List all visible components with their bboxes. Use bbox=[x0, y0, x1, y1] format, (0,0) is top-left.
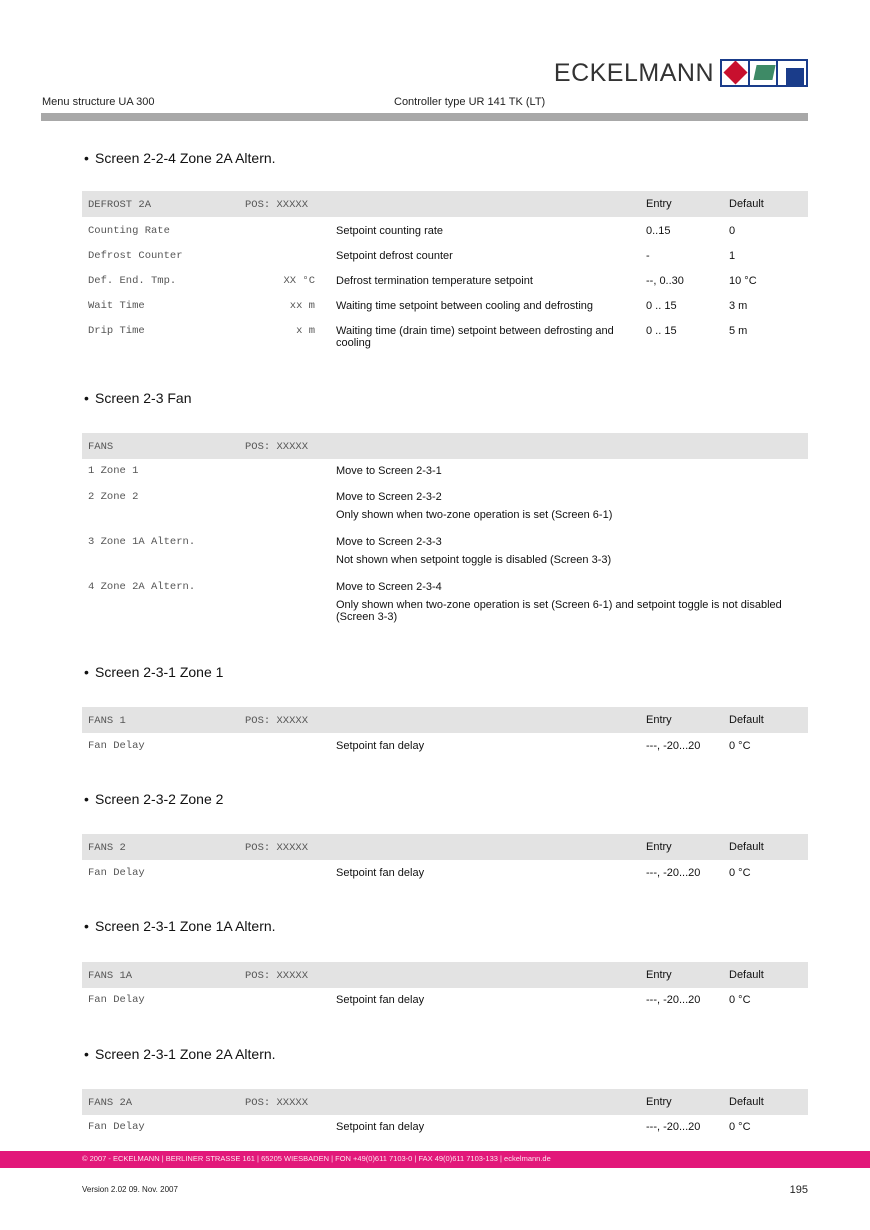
default-header: Default bbox=[729, 1096, 764, 1108]
section-title: • Screen 2-3-1 Zone 2A Altern. bbox=[84, 1046, 276, 1062]
param-name: Fan Delay bbox=[88, 867, 145, 879]
param-value: x m bbox=[296, 325, 315, 337]
default-header: Default bbox=[729, 198, 764, 210]
entry-header: Entry bbox=[646, 841, 672, 853]
param-default: 1 bbox=[729, 250, 736, 262]
screen-name: FANS 2A bbox=[88, 1097, 133, 1109]
param-name: Fan Delay bbox=[88, 1121, 145, 1133]
param-name: Drip Time bbox=[88, 325, 145, 337]
section-title: • Screen 2-3-2 Zone 2 bbox=[84, 791, 224, 807]
section-title: • Screen 2-2-4 Zone 2A Altern. bbox=[84, 150, 276, 166]
section-title: • Screen 2-3-1 Zone 1 bbox=[84, 664, 224, 680]
screen-name: FANS 1 bbox=[88, 715, 126, 727]
footer-bar bbox=[0, 1151, 870, 1168]
header-doc-title: Menu structure UA 300 bbox=[42, 96, 155, 108]
table-header bbox=[82, 1089, 808, 1115]
menu-note: Only shown when two-zone operation is set (Screen 6-1) bbox=[336, 509, 613, 521]
bullet-icon: • bbox=[84, 918, 89, 934]
bullet-icon: • bbox=[84, 390, 89, 406]
parameter-table bbox=[82, 962, 808, 1006]
logo-text: ECKELMANN bbox=[553, 58, 714, 87]
table-header bbox=[82, 433, 808, 459]
entry-header: Entry bbox=[646, 198, 672, 210]
table-header bbox=[82, 191, 808, 217]
entry-header: Entry bbox=[646, 969, 672, 981]
menu-item: 4 Zone 2A Altern. bbox=[88, 581, 196, 593]
menu-item: 1 Zone 1 bbox=[88, 465, 139, 477]
default-header: Default bbox=[729, 714, 764, 726]
footer-copyright: © 2007 - ECKELMANN | BERLINER STRASSE 161 | 65205 WIESBADEN | FON +49(0)611 7103-0 | FAX 49(0)611 7103-133 | eckelmann.de bbox=[82, 1154, 551, 1163]
param-name: Fan Delay bbox=[88, 740, 145, 752]
menu-note: Not shown when setpoint toggle is disabled (Screen 3-3) bbox=[336, 554, 612, 566]
screen-name: FANS 2 bbox=[88, 842, 126, 854]
section-title: • Screen 2-3-1 Zone 1A Altern. bbox=[84, 918, 276, 934]
logo-red-diamond-icon bbox=[722, 61, 750, 85]
param-entry: --, 0..30 bbox=[646, 275, 684, 287]
param-desc: Waiting time (drain time) setpoint between defrosting and cooling bbox=[336, 325, 614, 349]
parameter-table bbox=[82, 707, 808, 752]
pos-label: POS: XXXXX bbox=[245, 842, 309, 854]
pos-label: POS: XXXXX bbox=[245, 441, 309, 453]
pos-label: POS: XXXXX bbox=[245, 715, 309, 727]
eckelmann-logo bbox=[554, 58, 808, 88]
param-name: Wait Time bbox=[88, 300, 145, 312]
logo-green-parallelogram-icon bbox=[750, 61, 778, 85]
menu-desc: Move to Screen 2-3-4 bbox=[336, 581, 442, 593]
screen-name: FANS bbox=[88, 441, 114, 453]
param-desc: Setpoint defrost counter bbox=[336, 250, 453, 262]
param-default: 5 m bbox=[729, 325, 748, 337]
bullet-icon: • bbox=[84, 150, 89, 166]
param-default: 0 °C bbox=[729, 867, 751, 879]
param-value: XX °C bbox=[283, 275, 315, 287]
logo-squares-icon bbox=[720, 59, 808, 87]
menu-item: 3 Zone 1A Altern. bbox=[88, 536, 196, 548]
param-entry: 0 .. 15 bbox=[646, 300, 677, 312]
menu-desc: Move to Screen 2-3-3 bbox=[336, 536, 442, 548]
menu-desc: Move to Screen 2-3-1 bbox=[336, 465, 442, 477]
pos-label: POS: XXXXX bbox=[245, 199, 309, 211]
parameter-table bbox=[82, 1089, 808, 1133]
param-entry: ---, -20...20 bbox=[646, 740, 701, 752]
entry-header: Entry bbox=[646, 714, 672, 726]
param-entry: ---, -20...20 bbox=[646, 867, 701, 879]
param-desc: Defrost termination temperature setpoint bbox=[336, 275, 533, 287]
header-divider bbox=[41, 113, 808, 121]
table-header bbox=[82, 962, 808, 988]
table-header bbox=[82, 707, 808, 733]
bullet-icon: • bbox=[84, 791, 89, 807]
param-desc: Setpoint fan delay bbox=[336, 994, 425, 1006]
param-value: xx m bbox=[289, 300, 315, 312]
header-controller-type: Controller type UR 141 TK (LT) bbox=[394, 96, 546, 108]
param-default: 0 °C bbox=[729, 740, 751, 752]
param-desc: Waiting time setpoint between cooling and defrosting bbox=[336, 300, 594, 312]
param-desc: Setpoint counting rate bbox=[336, 225, 444, 237]
param-default: 10 °C bbox=[729, 275, 757, 287]
pos-label: POS: XXXXX bbox=[245, 1097, 309, 1109]
param-entry: ---, -20...20 bbox=[646, 994, 701, 1006]
param-default: 0 °C bbox=[729, 994, 751, 1006]
page-number: 195 bbox=[789, 1184, 808, 1196]
menu-item: 2 Zone 2 bbox=[88, 491, 139, 503]
param-name: Defrost Counter bbox=[88, 250, 183, 262]
bullet-icon: • bbox=[84, 1046, 89, 1062]
param-entry: - bbox=[646, 250, 650, 262]
menu-note: Only shown when two-zone operation is set (Screen 6-1) and setpoint toggle is not disabled (Screen 3-3) bbox=[336, 599, 782, 623]
bullet-icon: • bbox=[84, 664, 89, 680]
param-name: Counting Rate bbox=[88, 225, 170, 237]
logo-blue-square-icon bbox=[778, 61, 806, 85]
section-title: • Screen 2-3 Fan bbox=[84, 390, 192, 406]
parameter-table bbox=[82, 834, 808, 879]
param-default: 3 m bbox=[729, 300, 748, 312]
param-desc: Setpoint fan delay bbox=[336, 740, 425, 752]
param-desc: Setpoint fan delay bbox=[336, 1121, 425, 1133]
param-default: 0 °C bbox=[729, 1121, 751, 1133]
screen-name: DEFROST 2A bbox=[88, 199, 152, 211]
parameter-table bbox=[82, 191, 808, 349]
param-desc: Setpoint fan delay bbox=[336, 867, 425, 879]
param-entry: 0 .. 15 bbox=[646, 325, 677, 337]
default-header: Default bbox=[729, 841, 764, 853]
pos-label: POS: XXXXX bbox=[245, 970, 309, 982]
param-name: Def. End. Tmp. bbox=[88, 275, 177, 287]
param-entry: ---, -20...20 bbox=[646, 1121, 701, 1133]
table-header bbox=[82, 834, 808, 860]
entry-header: Entry bbox=[646, 1096, 672, 1108]
screen-name: FANS 1A bbox=[88, 970, 133, 982]
menu-desc: Move to Screen 2-3-2 bbox=[336, 491, 442, 503]
menu-table bbox=[82, 433, 808, 623]
param-entry: 0..15 bbox=[646, 225, 671, 237]
param-name: Fan Delay bbox=[88, 994, 145, 1006]
version-info: Version 2.02 09. Nov. 2007 bbox=[82, 1185, 178, 1194]
param-default: 0 bbox=[729, 225, 736, 237]
default-header: Default bbox=[729, 969, 764, 981]
